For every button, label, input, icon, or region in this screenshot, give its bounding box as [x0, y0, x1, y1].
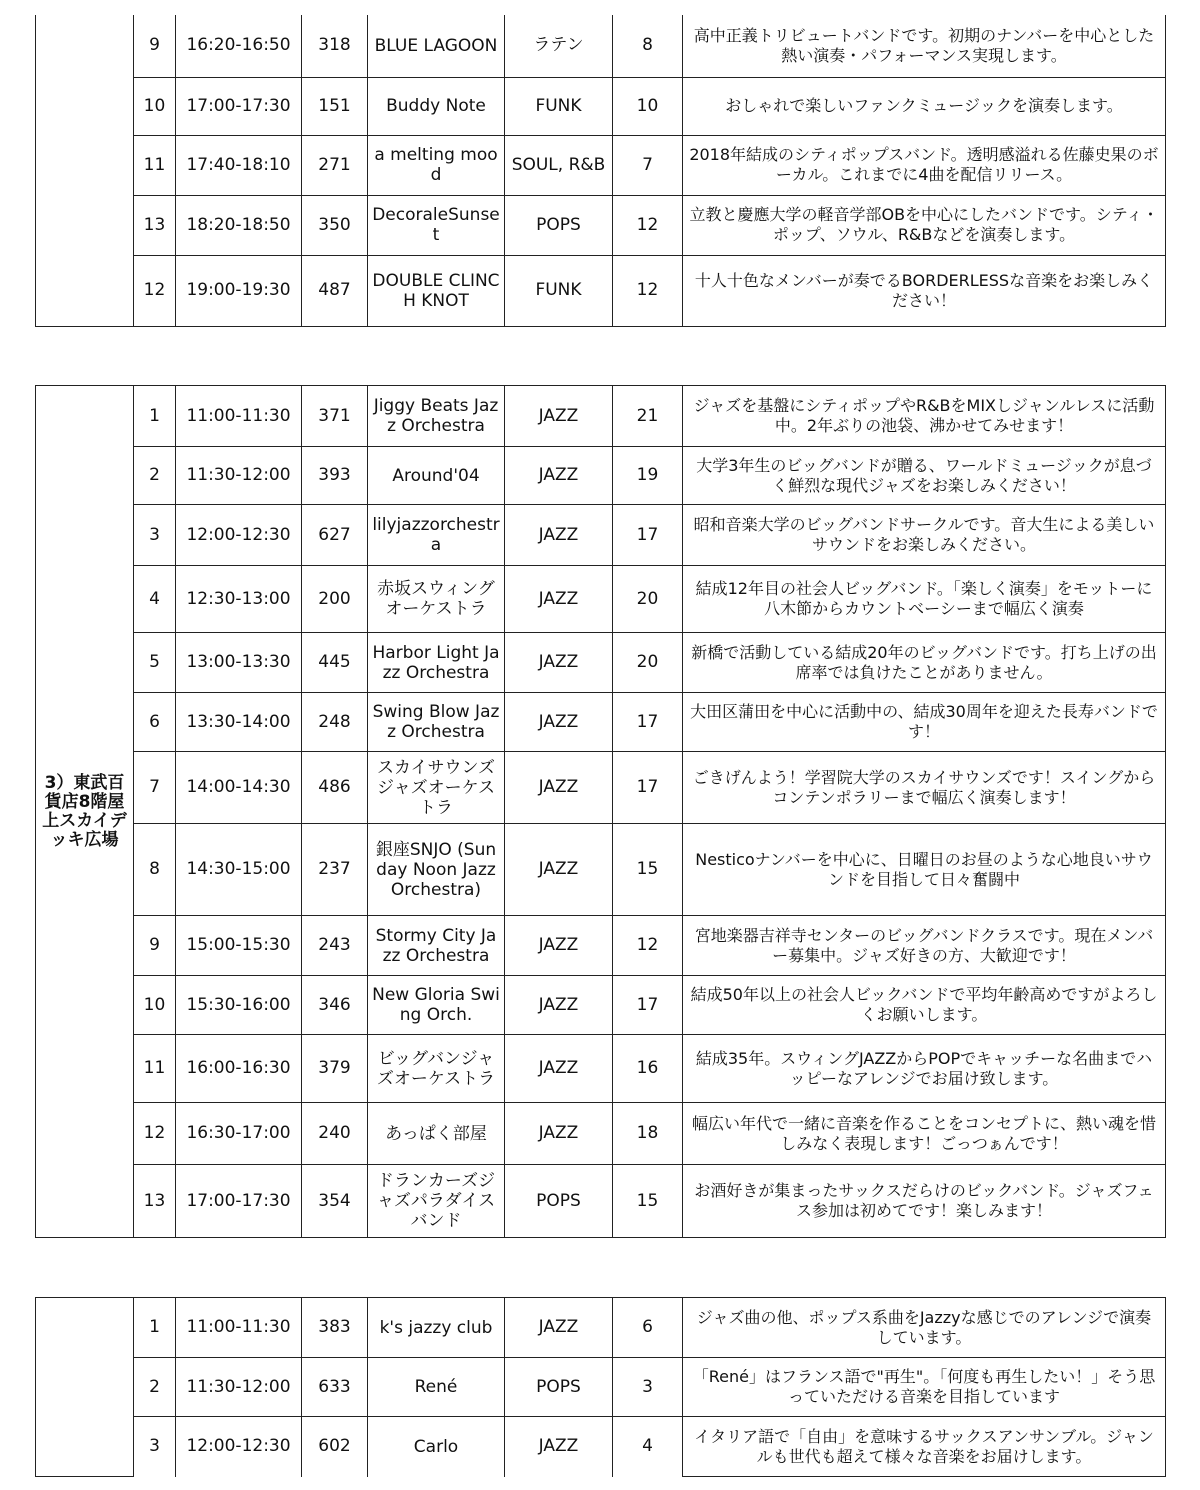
- genre: FUNK: [505, 77, 613, 135]
- slot-number: 12: [134, 1103, 176, 1165]
- table-row: [36, 77, 1166, 135]
- time-slot: 16:20-16:50: [176, 15, 302, 77]
- time-slot: 13:00-13:30: [176, 633, 302, 693]
- genre: JAZZ: [505, 916, 613, 976]
- slot-number: 9: [134, 916, 176, 976]
- member-count: 8: [613, 15, 683, 77]
- band-description: ジャズを基盤にシティポップやR&BをMIXしジャンルレスに活動中。2年ぶりの池袋、沸かせてみせます！: [683, 386, 1166, 447]
- entry-code: 379: [302, 1035, 368, 1103]
- slot-number: 10: [134, 77, 176, 135]
- member-count: 15: [613, 824, 683, 916]
- band-name: René: [368, 1358, 505, 1417]
- table-row: [36, 916, 1166, 976]
- band-description: イタリア語で「自由」を意味するサックスアンサンブル。ジャンルも世代も超えて様々な音楽をお届けします。: [683, 1417, 1166, 1477]
- band-name: スカイサウンズジャズオーケストラ: [368, 752, 505, 824]
- table-row: [36, 15, 1166, 77]
- time-slot: 11:30-12:00: [176, 447, 302, 505]
- band-name: BLUE LAGOON: [368, 15, 505, 77]
- time-slot: 17:00-17:30: [176, 77, 302, 135]
- genre: POPS: [505, 195, 613, 255]
- member-count: 18: [613, 1103, 683, 1165]
- entry-code: 248: [302, 693, 368, 752]
- band-description: 宮地楽器吉祥寺センターのビッグバンドクラスです。現在メンバー募集中。ジャズ好きの方、大歓迎です！: [683, 916, 1166, 976]
- schedule-table-tobu-skydeck: [35, 385, 1166, 1238]
- genre: ラテン: [505, 15, 613, 77]
- band-name: 赤坂スウィングオーケストラ: [368, 566, 505, 633]
- band-name: ドランカーズジャズパラダイスバンド: [368, 1165, 505, 1238]
- entry-code: 627: [302, 505, 368, 566]
- genre: JAZZ: [505, 693, 613, 752]
- genre: JAZZ: [505, 824, 613, 916]
- genre: JAZZ: [505, 752, 613, 824]
- member-count: 6: [613, 1298, 683, 1358]
- entry-code: 200: [302, 566, 368, 633]
- member-count: 4: [613, 1417, 683, 1477]
- time-slot: 17:00-17:30: [176, 1165, 302, 1238]
- band-description: ジャズ曲の他、ポップス系曲をJazzyな感じでのアレンジで演奏しています。: [683, 1298, 1166, 1358]
- table-row: [36, 386, 1166, 447]
- member-count: 21: [613, 386, 683, 447]
- band-description: ごきげんよう！学習院大学のスカイサウンズです！スイングからコンテンポラリーまで幅広く演奏します！: [683, 752, 1166, 824]
- entry-code: 237: [302, 824, 368, 916]
- member-count: 3: [613, 1358, 683, 1417]
- member-count: 17: [613, 505, 683, 566]
- time-slot: 12:00-12:30: [176, 505, 302, 566]
- band-name: DecoraleSunset: [368, 195, 505, 255]
- slot-number: 2: [134, 1358, 176, 1417]
- member-count: 7: [613, 135, 683, 195]
- entry-code: 383: [302, 1298, 368, 1358]
- entry-code: 486: [302, 752, 368, 824]
- time-slot: 15:30-16:00: [176, 976, 302, 1035]
- band-name: Stormy City Jazz Orchestra: [368, 916, 505, 976]
- slot-number: 1: [134, 1298, 176, 1358]
- venue-cell: [36, 1298, 134, 1477]
- genre: JAZZ: [505, 505, 613, 566]
- band-name: a melting mood: [368, 135, 505, 195]
- band-name: Buddy Note: [368, 77, 505, 135]
- entry-code: 487: [302, 255, 368, 326]
- band-description: 「René」はフランス語で"再生"。「何度も再生したい！」そう思っていただける音楽を目指しています: [683, 1358, 1166, 1417]
- member-count: 17: [613, 693, 683, 752]
- time-slot: 15:00-15:30: [176, 916, 302, 976]
- slot-number: 1: [134, 386, 176, 447]
- genre: JAZZ: [505, 633, 613, 693]
- genre: SOUL, R&B: [505, 135, 613, 195]
- time-slot: 14:30-15:00: [176, 824, 302, 916]
- slot-number: 6: [134, 693, 176, 752]
- band-description: 十人十色なメンバーが奏でるBORDERLESSな音楽をお楽しみください！: [683, 255, 1166, 326]
- band-name: Carlo: [368, 1417, 505, 1477]
- table-row: [36, 1417, 1166, 1477]
- genre: POPS: [505, 1358, 613, 1417]
- entry-code: 151: [302, 77, 368, 135]
- band-name: DOUBLE CLINCH KNOT: [368, 255, 505, 326]
- genre: JAZZ: [505, 447, 613, 505]
- member-count: 12: [613, 255, 683, 326]
- table-row: [36, 135, 1166, 195]
- entry-code: 354: [302, 1165, 368, 1238]
- genre: POPS: [505, 1165, 613, 1238]
- slot-number: 13: [134, 195, 176, 255]
- entry-code: 243: [302, 916, 368, 976]
- member-count: 17: [613, 976, 683, 1035]
- table-row: [36, 1298, 1166, 1358]
- band-name: lilyjazzorchestra: [368, 505, 505, 566]
- time-slot: 11:00-11:30: [176, 386, 302, 447]
- entry-code: 393: [302, 447, 368, 505]
- time-slot: 18:20-18:50: [176, 195, 302, 255]
- slot-number: 12: [134, 255, 176, 326]
- table-row: [36, 824, 1166, 916]
- time-slot: 17:40-18:10: [176, 135, 302, 195]
- entry-code: 271: [302, 135, 368, 195]
- slot-number: 11: [134, 135, 176, 195]
- genre: JAZZ: [505, 386, 613, 447]
- band-description: 2018年結成のシティポップスバンド。透明感溢れる佐藤史果のボーカル。これまでに4曲を配信リリース。: [683, 135, 1166, 195]
- band-name: Jiggy Beats Jazz Orchestra: [368, 386, 505, 447]
- table-row: [36, 447, 1166, 505]
- entry-code: 318: [302, 15, 368, 77]
- entry-code: 346: [302, 976, 368, 1035]
- band-name: k's jazzy club: [368, 1298, 505, 1358]
- entry-code: 633: [302, 1358, 368, 1417]
- band-name: Around'04: [368, 447, 505, 505]
- schedule-table-top: [35, 15, 1166, 327]
- band-description: 結成12年目の社会人ビッグバンド。「楽しく演奏」をモットーに八木節からカウントベーシーまで幅広く演奏: [683, 566, 1166, 633]
- slot-number: 9: [134, 15, 176, 77]
- member-count: 17: [613, 752, 683, 824]
- table-row: [36, 255, 1166, 326]
- time-slot: 11:30-12:00: [176, 1358, 302, 1417]
- member-count: 20: [613, 633, 683, 693]
- member-count: 10: [613, 77, 683, 135]
- band-description: 大田区蒲田を中心に活動中の、結成30周年を迎えた長寿バンドです！: [683, 693, 1166, 752]
- band-description: 幅広い年代で一緒に音楽を作ることをコンセプトに、熱い魂を惜しみなく表現します！ごっつぁんです！: [683, 1103, 1166, 1165]
- slot-number: 13: [134, 1165, 176, 1238]
- slot-number: 10: [134, 976, 176, 1035]
- band-description: 大学3年生のビッグバンドが贈る、ワールドミュージックが息づく鮮烈な現代ジャズをお楽しみください！: [683, 447, 1166, 505]
- band-description: 昭和音楽大学のビッグバンドサークルです。音大生による美しいサウンドをお楽しみください。: [683, 505, 1166, 566]
- slot-number: 5: [134, 633, 176, 693]
- table-row: [36, 1165, 1166, 1238]
- entry-code: 350: [302, 195, 368, 255]
- entry-code: 445: [302, 633, 368, 693]
- band-description: おしゃれで楽しいファンクミュージックを演奏します。: [683, 77, 1166, 135]
- genre: JAZZ: [505, 976, 613, 1035]
- table-row: [36, 195, 1166, 255]
- genre: JAZZ: [505, 1035, 613, 1103]
- band-name: Swing Blow Jazz Orchestra: [368, 693, 505, 752]
- band-name: 銀座SNJO (Sunday Noon Jazz Orchestra): [368, 824, 505, 916]
- band-name: あっぱく部屋: [368, 1103, 505, 1165]
- time-slot: 11:00-11:30: [176, 1298, 302, 1358]
- genre: JAZZ: [505, 1417, 613, 1477]
- genre: JAZZ: [505, 566, 613, 633]
- band-name: ビッグバンジャズオーケストラ: [368, 1035, 505, 1103]
- table-row: [36, 566, 1166, 633]
- table-row: [36, 633, 1166, 693]
- band-description: お酒好きが集まったサックスだらけのビックバンド。ジャズフェス参加は初めてです！楽しみます！: [683, 1165, 1166, 1238]
- slot-number: 3: [134, 1417, 176, 1477]
- table-row: [36, 1103, 1166, 1165]
- member-count: 12: [613, 195, 683, 255]
- band-description: 立教と慶應大学の軽音学部OBを中心にしたバンドです。シティ・ポップ、ソウル、R&Bなどを演奏します。: [683, 195, 1166, 255]
- genre: JAZZ: [505, 1103, 613, 1165]
- member-count: 15: [613, 1165, 683, 1238]
- slot-number: 2: [134, 447, 176, 505]
- table-row: [36, 976, 1166, 1035]
- band-description: 新橋で活動している結成20年のビッグバンドです。打ち上げの出席率では負けたことがありません。: [683, 633, 1166, 693]
- schedule-table-bottom: [35, 1297, 1166, 1477]
- genre: FUNK: [505, 255, 613, 326]
- slot-number: 4: [134, 566, 176, 633]
- time-slot: 14:00-14:30: [176, 752, 302, 824]
- band-description: 結成35年。スウィングJAZZからPOPでキャッチーな名曲までハッピーなアレンジでお届け致します。: [683, 1035, 1166, 1103]
- table-row: [36, 752, 1166, 824]
- time-slot: 13:30-14:00: [176, 693, 302, 752]
- entry-code: 240: [302, 1103, 368, 1165]
- slot-number: 7: [134, 752, 176, 824]
- venue-cell: 3）東武百貨店8階屋上スカイデッキ広場: [36, 386, 134, 1238]
- member-count: 19: [613, 447, 683, 505]
- time-slot: 16:00-16:30: [176, 1035, 302, 1103]
- slot-number: 8: [134, 824, 176, 916]
- member-count: 12: [613, 916, 683, 976]
- time-slot: 12:30-13:00: [176, 566, 302, 633]
- venue-cell: [36, 15, 134, 326]
- time-slot: 12:00-12:30: [176, 1417, 302, 1477]
- member-count: 16: [613, 1035, 683, 1103]
- band-description: Nesticoナンバーを中心に、日曜日のお昼のような心地良いサウンドを目指して日々奮闘中: [683, 824, 1166, 916]
- entry-code: 602: [302, 1417, 368, 1477]
- genre: JAZZ: [505, 1298, 613, 1358]
- member-count: 20: [613, 566, 683, 633]
- entry-code: 371: [302, 386, 368, 447]
- time-slot: 16:30-17:00: [176, 1103, 302, 1165]
- band-name: New Gloria Swing Orch.: [368, 976, 505, 1035]
- band-description: 高中正義トリビュートバンドです。初期のナンバーを中心とした熱い演奏・パフォーマンス実現します。: [683, 15, 1166, 77]
- table-row: [36, 1358, 1166, 1417]
- slot-number: 11: [134, 1035, 176, 1103]
- band-name: Harbor Light Jazz Orchestra: [368, 633, 505, 693]
- slot-number: 3: [134, 505, 176, 566]
- table-row: [36, 505, 1166, 566]
- band-description: 結成50年以上の社会人ビックバンドで平均年齢高めですがよろしくお願いします。: [683, 976, 1166, 1035]
- table-row: [36, 1035, 1166, 1103]
- time-slot: 19:00-19:30: [176, 255, 302, 326]
- table-row: [36, 693, 1166, 752]
